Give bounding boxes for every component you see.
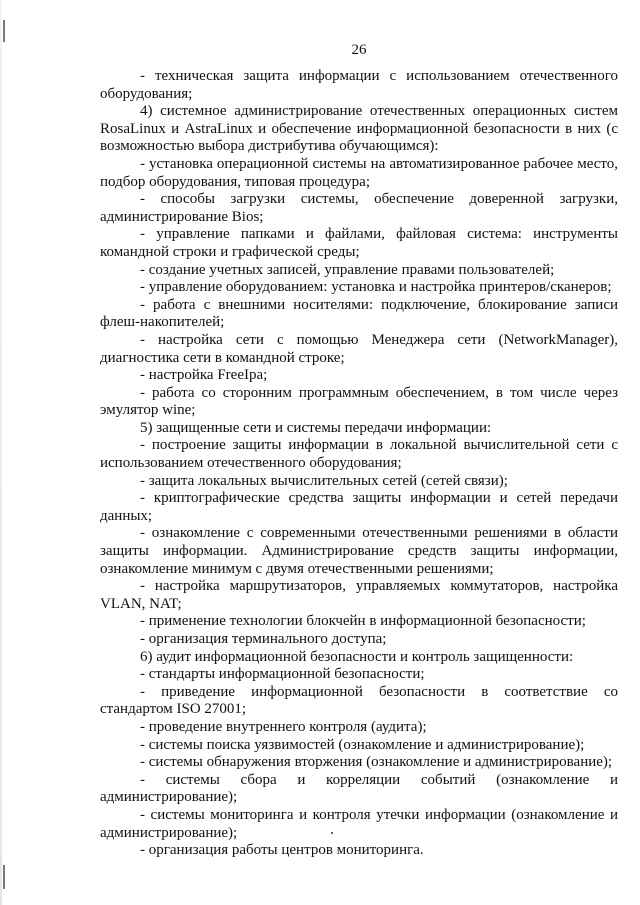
document-paragraph: 4) системное администрирование отечественных операционных систем RosaLinux и AstraLinux и обеспечение информационной безопасности в них (с возможностью выбора дистрибутива обучающимся): bbox=[100, 103, 618, 155]
document-paragraph: - системы обнаружения вторжения (ознакомление и администрирование); bbox=[140, 754, 613, 771]
document-paragraph: - установка операционной системы на автоматизированное рабочее место, подбор оборудования, типовая процедура; bbox=[100, 155, 618, 190]
document-paragraph: - организация терминального доступа; bbox=[140, 631, 387, 647]
document-paragraph: - приведение информационной безопасности в соответствие со стандартом ISO 27001; bbox=[100, 683, 618, 718]
scan-speck bbox=[331, 832, 333, 834]
document-paragraph: - работа с внешними носителями: подключение, блокирование записи флеш-накопителей; bbox=[100, 296, 618, 331]
document-paragraph: - управление папками и файлами, файловая система: инструменты командной строки и графической среды; bbox=[100, 226, 618, 260]
document-paragraph: - системы мониторинга и контроля утечки информации (ознакомление и администрирование); bbox=[100, 806, 618, 841]
document-paragraph: 6) аудит информационной безопасности и контроль защищенности: bbox=[140, 648, 574, 665]
document-paragraph: - настройка сети с помощью Менеджера сети (NetworkManager), диагностика сети в командной строке; bbox=[100, 331, 618, 366]
document-paragraph: - работа со сторонним программным обеспечением, в том числе через эмулятор wine; bbox=[100, 384, 618, 419]
scan-tick-mark bbox=[3, 865, 5, 889]
document-paragraph: - защита локальных вычислительных сетей (сетей связи); bbox=[140, 472, 508, 489]
document-body bbox=[100, 68, 618, 860]
document-paragraph: - настройка FreeIpa; bbox=[140, 367, 268, 384]
scan-tick-mark bbox=[3, 20, 5, 42]
document-paragraph: 5) защищенные сети и системы передачи информации: bbox=[140, 419, 492, 436]
page-number: 26 bbox=[351, 42, 367, 58]
document-paragraph: - ознакомление с современными отечественными решениями в области защиты информации. Администрирование средств защиты информации, ознакомление минимум с двумя отечественными решениями; bbox=[100, 525, 618, 577]
scan-edge bbox=[0, 0, 2, 905]
document-paragraph: - криптографические средства защиты информации и сетей передачи данных; bbox=[100, 490, 618, 524]
document-paragraph: - системы поиска уязвимостей (ознакомление и администрирование); bbox=[140, 736, 585, 753]
document-paragraph: - техническая защита информации с использованием отечественного оборудования; bbox=[100, 68, 618, 102]
document-paragraph: - применение технологии блокчейн в информационной безопасности; bbox=[140, 613, 586, 630]
document-paragraph: - настройка маршрутизаторов, управляемых коммутаторов, настройка VLAN, NAT; bbox=[100, 578, 618, 612]
document-paragraph: - способы загрузки системы, обеспечение доверенной загрузки, администрирование Bios; bbox=[100, 191, 618, 225]
document-paragraph: - стандарты информационной безопасности; bbox=[140, 666, 425, 683]
document-paragraph: - управление оборудованием: установка и настройка принтеров/сканеров; bbox=[140, 279, 612, 296]
document-paragraph: - организация работы центров мониторинга. bbox=[140, 842, 424, 859]
document-paragraph: - создание учетных записей, управление правами пользователей; bbox=[140, 261, 555, 278]
document-page bbox=[100, 40, 618, 860]
document-paragraph: - проведение внутреннего контроля (аудита); bbox=[140, 718, 427, 735]
document-paragraph: - построение защиты информации в локальной вычислительной сети с использованием отечественного оборудования; bbox=[100, 437, 618, 472]
document-paragraph: - системы сбора и корреляции событий (ознакомление и администрирование); bbox=[100, 771, 618, 806]
